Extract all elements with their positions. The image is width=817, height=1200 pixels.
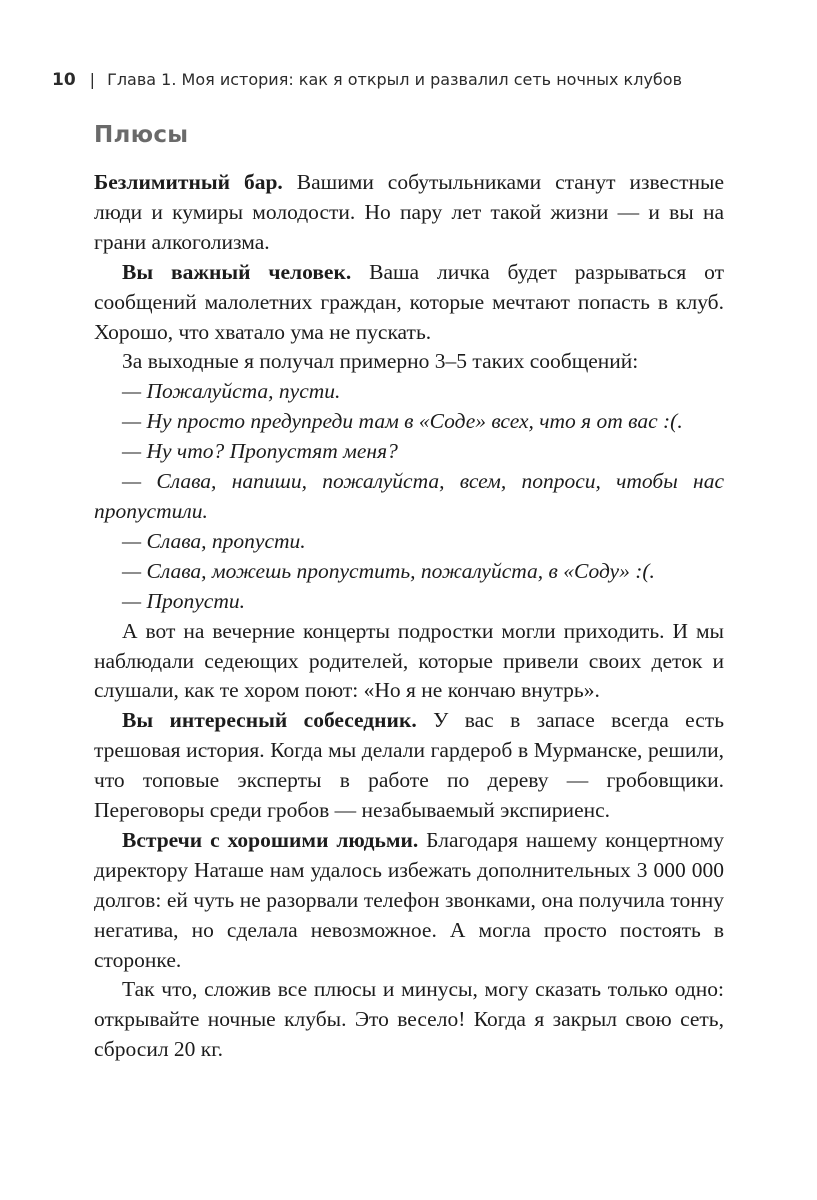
- paragraph-lead: Безлимитный бар.: [94, 170, 283, 194]
- paragraph-lead: Вы важный человек.: [122, 259, 352, 284]
- paragraph-important-person: [94, 258, 724, 348]
- dialog-line: — Ну просто предупреди там в «Соде» всех, что я от вас :(.: [122, 409, 683, 434]
- page-number: 10: [52, 70, 76, 90]
- paragraph-text: Благодаря нашему концертному директору Наташе нам удалось избежать дополнительных 3 000 000 долгов: ей чуть не разорвали телефон звонками, она получила тонну негатива, но сделала невозможное. А могла просто постоять в сторонке.: [94, 827, 725, 972]
- dialog-line: — Пропусти.: [122, 588, 246, 613]
- dialog-line: — Пожалуйста, пусти.: [122, 379, 341, 404]
- body-text: [94, 168, 724, 1065]
- dialog-line: — Слава, пропусти.: [122, 528, 306, 553]
- paragraph-concerts: А вот на вечерние концерты подростки могли приходить. И мы наблюдали седеющих родителей, которые привели своих деток и слушали, как те хором поют: «Но я не кончаю внутрь».: [94, 618, 724, 703]
- paragraph-messages-intro: За выходные я получал примерно 3–5 таких сообщений:: [122, 349, 639, 374]
- section-title: Плюсы: [94, 122, 189, 148]
- paragraph-lead: Встречи с хорошими людьми.: [122, 827, 419, 852]
- paragraph-unlimited-bar: [94, 168, 724, 258]
- paragraph-conclusion: Так что, сложив все плюсы и минусы, могу сказать только одно: открывайте ночные клубы. Это весело! Когда я закрыл свою сеть, сбросил 20 кг.: [94, 977, 724, 1062]
- running-head: [52, 70, 682, 90]
- paragraph-interesting-talker: [94, 706, 724, 826]
- paragraph-text: Вашими собутыльниками станут известные люди и кумиры молодости. Но пару лет такой жизни — и вы на грани алкоголизма.: [94, 170, 724, 254]
- paragraph-lead: Вы интересный собеседник.: [122, 708, 417, 733]
- dialog-line: — Слава, напиши, пожалуйста, всем, попроси, чтобы нас пропустили.: [94, 469, 724, 523]
- paragraph-text: У вас в запасе всегда есть трешовая история. Когда мы делали гардероб в Мурманске, решили, что топовые эксперты в работе по дереву — гробовщики. Переговоры среди гробов — незабываемый экспириенс.: [94, 708, 724, 823]
- paragraph-text: Ваша личка будет разрываться от сообщений малолетних граждан, которые мечтают попасть в клуб. Хорошо, что хватало ума не пускать.: [94, 259, 725, 344]
- dialog-line: — Ну что? Пропустят меня?: [122, 439, 398, 464]
- dialog-line: — Слава, можешь пропустить, пожалуйста, в «Соду» :(.: [122, 558, 655, 583]
- chapter-title: Глава 1. Моя история: как я открыл и развалил сеть ночных клубов: [107, 70, 682, 89]
- paragraph-good-people: [94, 826, 724, 976]
- header-separator: |: [89, 70, 96, 89]
